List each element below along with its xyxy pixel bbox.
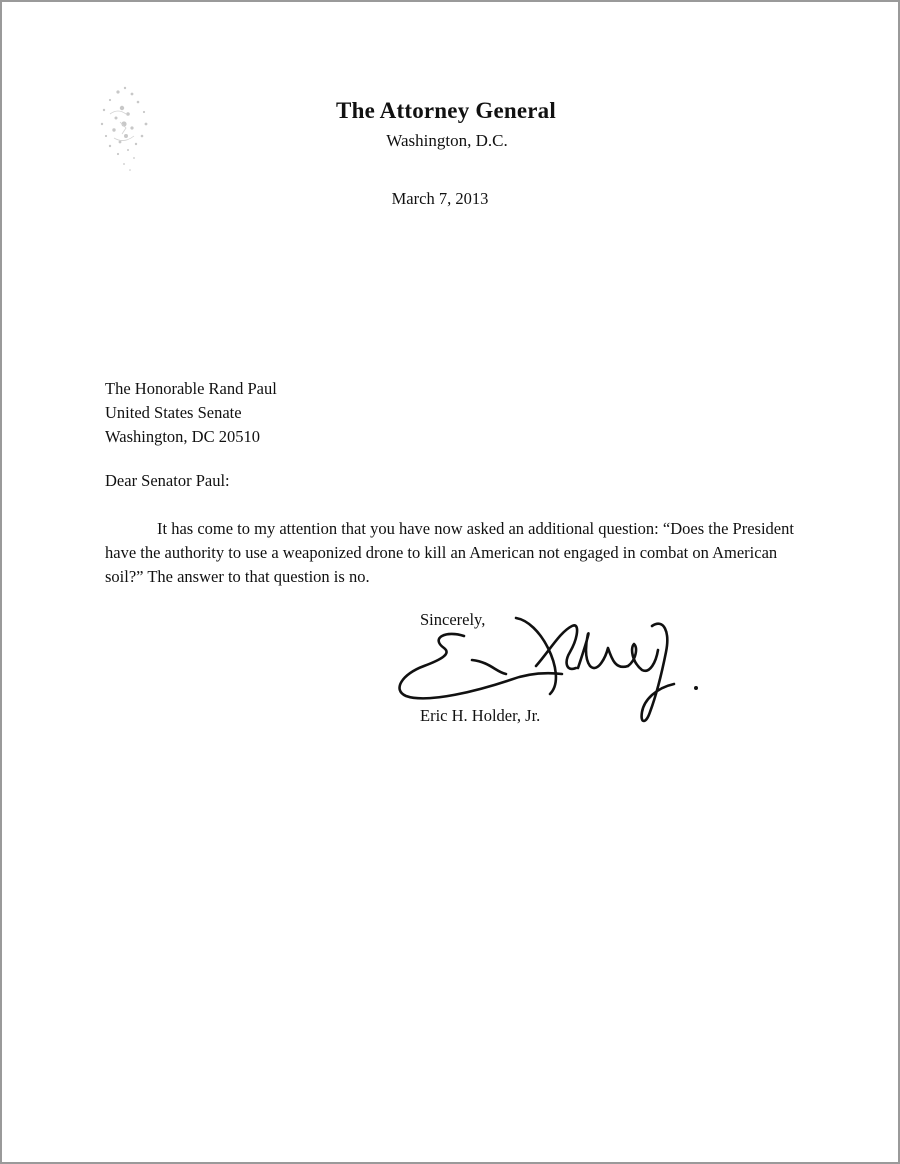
signer-name: Eric H. Holder, Jr. [420, 706, 541, 725]
recipient-address: Washington, DC 20510 [105, 427, 260, 446]
letterhead-title [2, 98, 892, 124]
letter-body: It has come to my attention that you have now asked an additional question: “Does the President have the authority to use a weaponized drone to kill an American not engaged in combat on American soil?” The answer to that question is no. [105, 519, 794, 586]
letterhead-title-text: The Attorney General [336, 98, 556, 123]
closing: Sincerely, [420, 610, 486, 629]
recipient-office: United States Senate [105, 403, 242, 422]
letter-date: March 7, 2013 [391, 189, 489, 208]
salutation: Dear Senator Paul: [105, 471, 230, 490]
department-seal-icon [80, 78, 166, 182]
letterhead-location: Washington, D.C. [386, 131, 508, 150]
recipient-name: The Honorable Rand Paul [105, 379, 277, 398]
